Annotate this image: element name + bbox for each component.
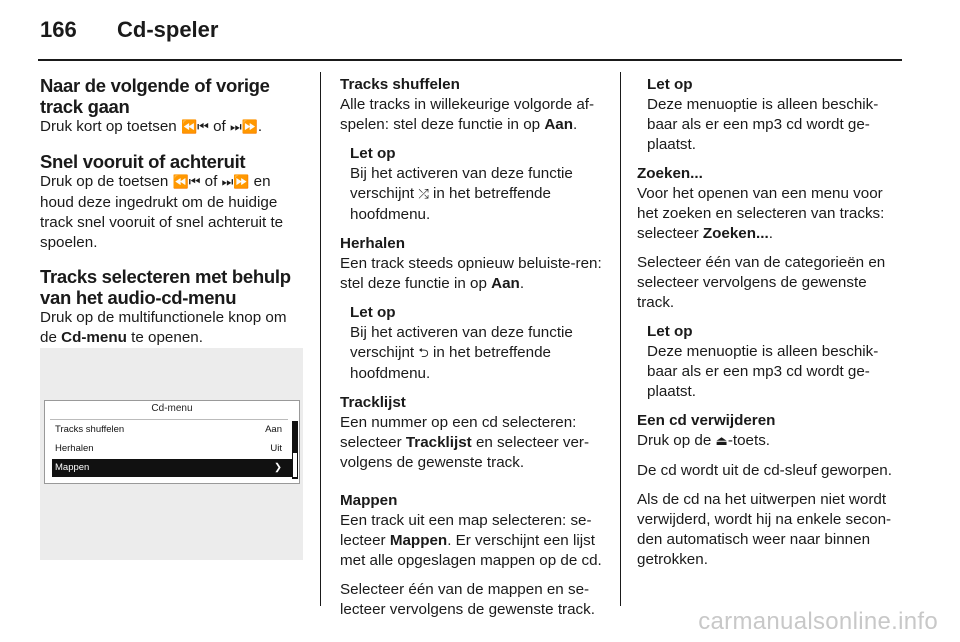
note-mp3: [647, 75, 905, 155]
text: en houd deze ingedrukt om de huidige track snel vooruit of snel achteruit te spoelen.: [40, 173, 284, 251]
note-title: Let op: [647, 323, 693, 340]
text: of: [208, 118, 230, 135]
repeat-icon: ⮌: [418, 346, 429, 361]
note-title: Let op: [350, 145, 396, 162]
menu-row-folders-selected: [52, 459, 292, 477]
text: Alle tracks in willekeurige volgorde af-spelen: stel deze functie in op: [340, 96, 595, 133]
text: Voor het openen van een menu voor het zoeken en selecteren van tracks: selecteer: [637, 185, 885, 242]
next-track-icon: ⏭⏩: [229, 120, 258, 135]
heading-repeat: Herhalen: [340, 235, 405, 252]
text: Druk op de multifunctionele knop om de: [40, 309, 287, 346]
text: .: [768, 225, 773, 242]
cd-menu-screenshot: [40, 348, 303, 560]
text: .: [257, 118, 263, 135]
menu-row-value: Uit: [270, 443, 282, 454]
menu-row-label: Tracks shuffelen: [55, 424, 125, 435]
menu-row-label: Mappen: [55, 462, 90, 473]
heading-search: Zoeken...: [637, 165, 703, 182]
text: in het betreffende hoofdmenu.: [350, 185, 551, 223]
bold-term: Mappen: [389, 532, 448, 549]
paragraph-folders-2: Selecteer één van de mappen en se-lecteer vervolgens de gewenste track.: [340, 581, 595, 618]
scrollbar-thumb: [293, 453, 297, 477]
text: -toets.: [727, 432, 771, 449]
column-divider: [620, 72, 621, 606]
text: Een track uit een map selecteren: se-lecteer: [340, 512, 592, 549]
paragraph-fast-forward: [40, 172, 306, 253]
paragraph-folders: [340, 511, 608, 571]
column-3: [637, 75, 905, 579]
forward-icon: ⏭⏩: [221, 175, 250, 190]
text: .: [519, 275, 525, 292]
bold-term: Tracklijst: [405, 434, 472, 451]
text: Bij het activeren van deze functie verschijnt: [350, 165, 573, 202]
cd-menu-list: [50, 419, 288, 480]
text: en selecteer ver-volgens de gewenste track.: [340, 434, 590, 471]
text: . Er verschijnt een lijst met alle opgeslagen mappen op de cd.: [340, 532, 602, 569]
eject-icon: ⏏: [715, 434, 728, 449]
bold-term: Aan: [491, 275, 520, 292]
bold-term: Aan: [544, 116, 574, 133]
paragraph-tracklist: [340, 413, 608, 473]
text: te openen.: [126, 329, 203, 346]
column-2: [340, 75, 608, 629]
chevron-right-icon: ❯: [274, 462, 282, 473]
paragraph-repeat: [340, 254, 608, 294]
menu-row-repeat: [52, 440, 292, 458]
chapter-title: Cd-speler: [117, 17, 219, 42]
page-number: 166: [40, 17, 77, 42]
text: in het betreffende hoofdmenu.: [350, 344, 551, 382]
note-text: Deze menuoptie is alleen beschik-baar als er een mp3 cd wordt ge-plaatst.: [647, 96, 879, 153]
note-title: Let op: [647, 76, 693, 93]
section-title-fast-forward: Snel vooruit of achteruit: [40, 151, 246, 172]
paragraph-search: [637, 184, 905, 244]
cd-menu-panel: [44, 400, 300, 484]
section-title-select-tracks: Tracks selecteren met behulp van het audio-cd-menu: [40, 266, 291, 308]
watermark: carmanualsonline.info: [698, 608, 938, 635]
paragraph-eject-3: Als de cd na het uitwerpen niet wordt verwijderd, wordt hij na enkele secon-den automatisch weer naar binnen getrokken.: [637, 491, 892, 568]
cd-menu-title: Cd-menu: [151, 403, 193, 414]
text: Druk op de: [637, 432, 716, 449]
menu-row-shuffle: [52, 421, 292, 439]
note-title: Let op: [350, 304, 396, 321]
text: of: [200, 173, 222, 190]
paragraph-next-prev: [40, 117, 306, 138]
menu-row-label: Herhalen: [55, 443, 94, 454]
paragraph-search-2: Selecteer één van de categorieën en selecteer vervolgens de gewenste track.: [637, 254, 886, 311]
bold-term: Zoeken...: [702, 225, 769, 242]
paragraph-eject-2: De cd wordt uit de cd-sleuf geworpen.: [637, 462, 892, 479]
text: Bij het activeren van deze functie verschijnt: [350, 324, 573, 361]
bold-term: Cd-menu: [61, 329, 127, 346]
paragraph-select-tracks: [40, 308, 306, 348]
heading-eject: Een cd verwijderen: [637, 412, 776, 429]
column-divider: [320, 72, 321, 606]
paragraph-shuffle: [340, 95, 608, 135]
text: .: [573, 116, 578, 133]
text: Druk kort op toetsen: [40, 118, 181, 135]
note-shuffle: [350, 144, 608, 225]
prev-track-icon: ⏪⏮: [180, 120, 209, 135]
section-title-next-prev: Naar de volgende of vorige track gaan: [40, 75, 270, 117]
menu-row-value: Aan: [265, 424, 282, 435]
note-mp3-2: [647, 322, 905, 402]
note-text: Deze menuoptie is alleen beschik-baar als er een mp3 cd wordt ge-plaatst.: [647, 343, 879, 400]
heading-shuffle: Tracks shuffelen: [340, 76, 460, 93]
heading-tracklist: Tracklijst: [340, 394, 406, 411]
note-repeat: [350, 303, 608, 384]
heading-folders: Mappen: [340, 492, 398, 509]
header-rule: [38, 59, 902, 61]
text: Een nummer op een cd selecteren: selecteer: [340, 414, 577, 451]
text: Druk op de toetsen: [40, 173, 173, 190]
paragraph-eject: [637, 431, 905, 452]
rewind-icon: ⏪⏮: [172, 175, 201, 190]
text: Een track steeds opnieuw beluiste-ren: stel deze functie in op: [340, 255, 602, 292]
shuffle-icon: ⤮: [418, 187, 429, 202]
column-1: [40, 75, 306, 357]
